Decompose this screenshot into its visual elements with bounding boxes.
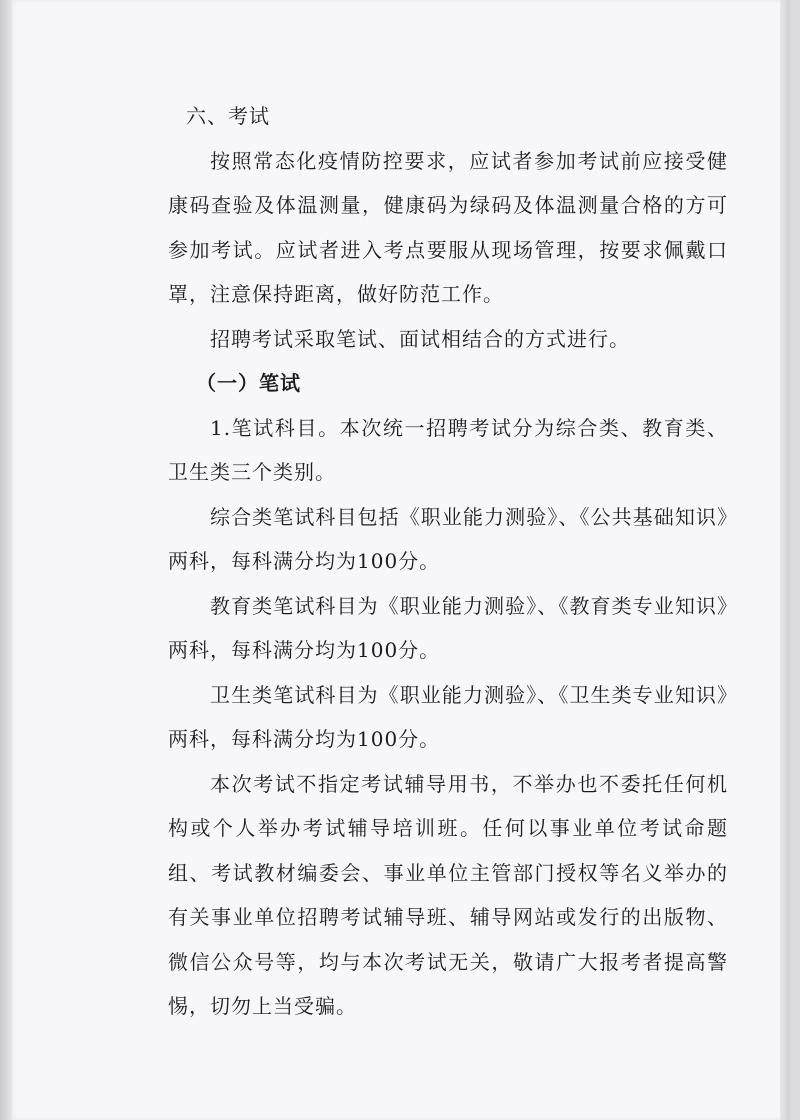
paragraph-comprehensive-subjects: 综合类笔试科目包括《职业能力测验》、《公共基础知识》两科，每科满分均为100分。 (168, 504, 728, 573)
document-page (12, 0, 790, 1120)
paragraph-exam-method: 招聘考试采取笔试、面试相结合的方式进行。 (210, 326, 630, 351)
paragraph-no-tutoring-notice: 本次考试不指定考试辅导用书，不举办也不委托任何机构或个人举办考试辅导培训班。任何以事业单位考试命题组、考试教材编委会、事业单位主管部门授权等名义举办的有关事业单位招聘考试辅导班、辅导网站或发行的出版物、微信公众号等，均与本次考试无关，敬请广大报考者提高警惕，切勿上当受骗。 (168, 771, 728, 1018)
subsection-title: （一）笔试 (196, 371, 301, 395)
paragraph-exam-subjects: 1.笔试科目。本次统一招聘考试分为综合类、教育类、卫生类三个类别。 (168, 415, 728, 484)
scan-edge-right (780, 0, 790, 1120)
paragraph-health-subjects: 卫生类笔试科目为《职业能力测验》、《卫生类专业知识》两科，每科满分均为100分。 (168, 682, 728, 751)
paragraph-epidemic-prevention: 按照常态化疫情防控要求，应试者参加考试前应接受健康码查验及体温测量，健康码为绿码及体温测量合格的方可参加考试。应试者进入考点要服从现场管理，按要求佩戴口罩，注意保持距离，做好防范工作。 (168, 148, 728, 306)
scan-edge-left (0, 0, 12, 1120)
paragraph-education-subjects: 教育类笔试科目为《职业能力测验》、《教育类专业知识》两科，每科满分均为100分。 (168, 593, 728, 662)
section-title: 六、考试 (186, 104, 270, 128)
document-body (168, 94, 728, 1029)
